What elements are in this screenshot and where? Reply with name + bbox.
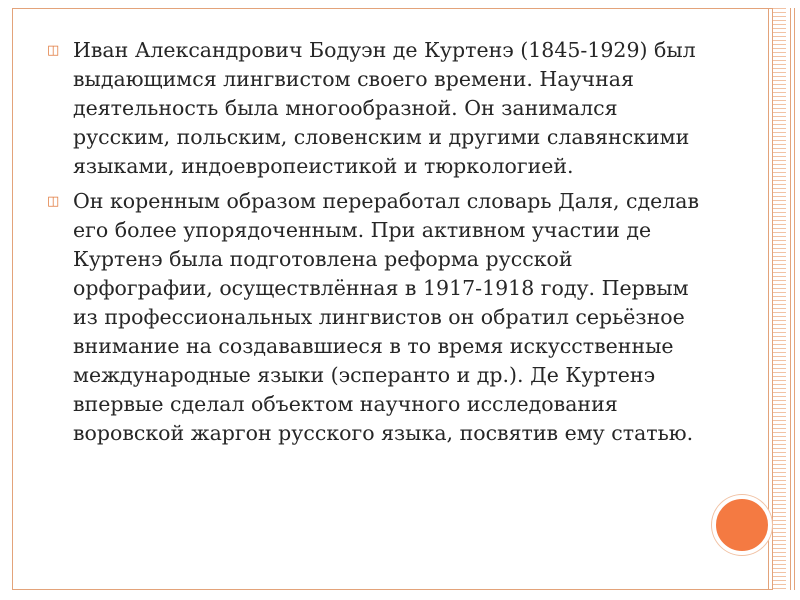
bullet-paragraph [47, 36, 707, 181]
paragraph-text: Он коренным образом переработал словарь Даля, сделав его более упорядоченным. При активном участии де Куртенэ была подготовлена реформа русской орфографии, осуществлённая в 1917-1918 году. Первым из профессиональных лингвистов он обратил серьёзное внимание на создававшиеся в то время искусственные международные языки (эсперанто и др.). Де Куртенэ впервые сделал объектом научного исследования воровской жаргон русского языка, посвятив ему статью. [73, 189, 700, 445]
bullet-paragraph [47, 187, 707, 448]
bullet-icon: ◫ [47, 194, 60, 209]
bullet-icon: ◫ [47, 43, 60, 58]
decorative-stripe-band [772, 8, 786, 590]
decorative-stripe-line [794, 8, 795, 590]
slide-content [47, 36, 707, 454]
decorative-stripe-line [772, 8, 773, 590]
decorative-stripe-line [790, 8, 791, 590]
decorative-stripe-line [768, 8, 769, 590]
paragraph-text: Иван Александрович Бодуэн де Куртенэ (1845-1929) был выдающимся лингвистом своего времени. Научная деятельность была многообразной. Он занимался русским, польским, словенским и другими славянскими языками, индоевропеистикой и тюркологией. [73, 38, 696, 178]
decorative-orange-circle [712, 495, 772, 555]
